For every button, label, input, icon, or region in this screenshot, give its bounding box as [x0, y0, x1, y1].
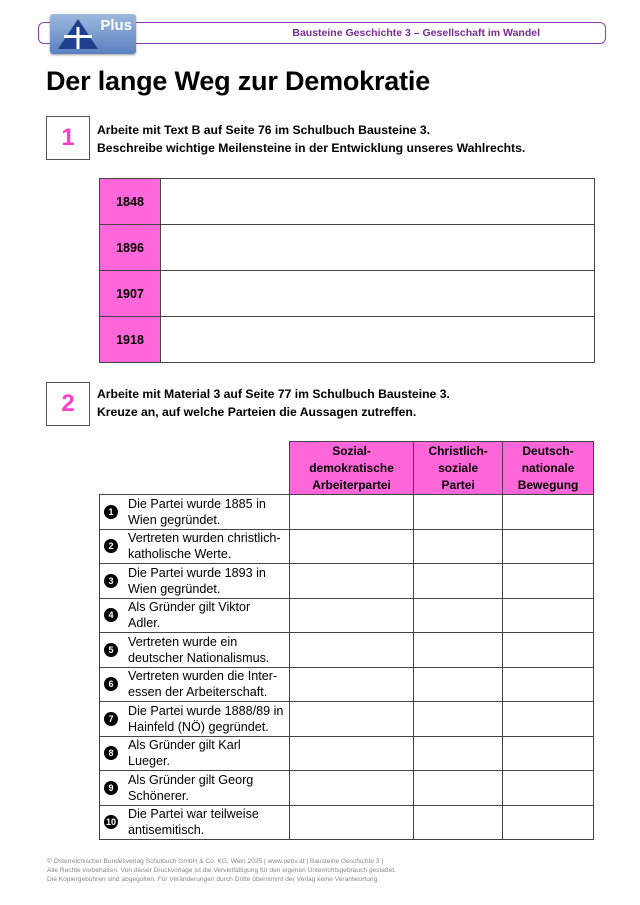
table-row: [100, 225, 595, 271]
statement-line: Als Gründer gilt Karl: [128, 738, 241, 753]
answer-cell[interactable]: [161, 271, 595, 317]
statement-line: Wien gegründet.: [128, 512, 221, 527]
statement-line: deutscher Nationalismus.: [128, 650, 270, 665]
footer: [47, 857, 396, 884]
footer-line: © Österreichischer Bundesverlag Schulbuch GmbH & Co. KG, Wien 2025 | www.oebv.at | Bausteine Geschichte 3 |: [47, 858, 384, 865]
checkbox-cell[interactable]: [290, 771, 414, 806]
statement-line: Adler.: [128, 616, 161, 631]
checkbox-cell[interactable]: [503, 564, 594, 599]
column-header-line: Sozial-: [332, 443, 371, 458]
table-row: [100, 667, 594, 702]
table-row: [100, 564, 594, 599]
column-header-line: Arbeiterpartei: [312, 477, 391, 492]
checkbox-cell[interactable]: [290, 598, 414, 633]
checkbox-cell[interactable]: [290, 736, 414, 771]
statement-cell: [100, 771, 290, 806]
checkbox-cell[interactable]: [503, 771, 594, 806]
statement-line: Hainfeld (NÖ) gegründet.: [128, 719, 269, 734]
checkbox-cell[interactable]: [503, 495, 594, 530]
checkbox-cell[interactable]: [290, 805, 414, 840]
task-number-1: 1: [46, 116, 90, 160]
table-row: [100, 495, 594, 530]
statement-number-badge: 10: [105, 817, 116, 828]
column-header-line: Bewegung: [517, 477, 579, 492]
statement-line: Vertreten wurde ein: [128, 634, 238, 649]
page-title: Der lange Weg zur Demokratie: [46, 66, 431, 96]
statement-cell: [100, 702, 290, 737]
checkbox-cell[interactable]: [414, 702, 503, 737]
task1-line1: Arbeite mit Text B auf Seite 76 im Schulbuch Bausteine 3.: [97, 123, 430, 137]
statement-cell: [100, 805, 290, 840]
plus-logo: [50, 14, 136, 54]
header-blank-cell: [100, 442, 290, 495]
statement-line: Die Partei war teilweise: [128, 807, 259, 822]
statement-line: Schönerer.: [128, 788, 189, 803]
checkbox-cell[interactable]: [414, 771, 503, 806]
checkbox-cell[interactable]: [290, 667, 414, 702]
statement-number-badge: 8: [104, 746, 118, 760]
statement-line: Lueger.: [128, 754, 171, 769]
statement-line: essen der Arbeiterschaft.: [128, 685, 268, 700]
column-header-spoe: [290, 442, 414, 495]
checkbox-cell[interactable]: [414, 633, 503, 668]
statement-cell: [100, 598, 290, 633]
year-cell: 1907: [100, 271, 161, 317]
checkbox-cell[interactable]: [290, 633, 414, 668]
checkbox-cell[interactable]: [503, 667, 594, 702]
statement-line: Die Partei wurde 1893 in: [128, 565, 266, 580]
statement-line: Die Partei wurde 1888/89 in: [128, 703, 284, 718]
table-row: [100, 271, 595, 317]
checkbox-cell[interactable]: [503, 805, 594, 840]
table-row: [100, 529, 594, 564]
statement-number-badge: 5: [104, 643, 118, 657]
checkbox-cell[interactable]: [414, 495, 503, 530]
answer-cell[interactable]: [161, 317, 595, 363]
table-row: [100, 736, 594, 771]
statement-line: katholische Werte.: [128, 547, 232, 562]
checkbox-cell[interactable]: [414, 736, 503, 771]
table-row: [100, 317, 595, 363]
column-header-line: soziale: [438, 460, 479, 475]
statement-cell: [100, 667, 290, 702]
checkbox-cell[interactable]: [414, 667, 503, 702]
statements-body: [100, 495, 594, 840]
task2-instructions: [97, 385, 450, 421]
statement-number-badge: 3: [104, 574, 118, 588]
table-row: [100, 702, 594, 737]
milestones-table: [99, 178, 595, 363]
checkbox-cell[interactable]: [290, 495, 414, 530]
statement-line: antisemitisch.: [128, 823, 205, 838]
checkbox-cell[interactable]: [414, 805, 503, 840]
statement-number-badge: 1: [104, 505, 118, 519]
column-header-line: nationale: [521, 460, 575, 475]
checkbox-cell[interactable]: [503, 702, 594, 737]
statement-line: Die Partei wurde 1885 in: [128, 496, 266, 511]
task1-line2: Beschreibe wichtige Meilensteine in der Entwicklung unseres Wahlrechts.: [97, 141, 526, 155]
statement-cell: [100, 736, 290, 771]
header-title: Bausteine Geschichte 3 – Gesellschaft im Wandel: [292, 27, 540, 39]
parties-table: [99, 441, 594, 840]
table-row: [100, 633, 594, 668]
statement-line: Vertreten wurden die Inter-: [128, 669, 278, 684]
checkbox-cell[interactable]: [503, 598, 594, 633]
column-header-line: Deutsch-: [522, 443, 574, 458]
statement-number-badge: 9: [104, 781, 118, 795]
statement-line: Als Gründer gilt Viktor: [128, 600, 251, 615]
answer-cell[interactable]: [161, 179, 595, 225]
table-header-row: [100, 442, 594, 495]
footer-line: Alle Rechte vorbehalten. Von dieser Druckvorlage ist die Vervielfältigung für den eigenen Unterrichtsgebrauch gestattet.: [47, 867, 396, 874]
checkbox-cell[interactable]: [503, 529, 594, 564]
statement-number-badge: 6: [104, 677, 118, 691]
table-row: [100, 179, 595, 225]
checkbox-cell[interactable]: [414, 564, 503, 599]
table-row: [100, 598, 594, 633]
column-header-line: Partei: [441, 477, 475, 492]
statement-line: Wien gegründet.: [128, 581, 221, 596]
column-header-deutschnational: [503, 442, 594, 495]
statement-number-badge: 2: [104, 539, 118, 553]
column-header-line: Christlich-: [428, 443, 488, 458]
statement-number-badge: 7: [104, 712, 118, 726]
checkbox-cell[interactable]: [414, 598, 503, 633]
statement-number-badge: 4: [104, 608, 118, 622]
task1-instructions: [97, 121, 525, 157]
checkbox-cell[interactable]: [503, 736, 594, 771]
year-cell: 1848: [100, 179, 161, 225]
statement-cell: [100, 495, 290, 530]
footer-line: Die Kopiergebühren sind abgegolten. Für Veränderungen durch Dritte übernimmt der Verlag keine Verantwortung.: [47, 876, 380, 883]
checkbox-cell[interactable]: [290, 529, 414, 564]
triangle-logo-icon: [56, 17, 100, 51]
statement-cell: [100, 564, 290, 599]
task2-line1: Arbeite mit Material 3 auf Seite 77 im Schulbuch Bausteine 3.: [97, 387, 450, 401]
checkbox-cell[interactable]: [414, 529, 503, 564]
column-header-christlichsozial: [414, 442, 503, 495]
task2-line2: Kreuze an, auf welche Parteien die Aussagen zutreffen.: [97, 405, 417, 419]
table-row: [100, 771, 594, 806]
statement-line: Als Gründer gilt Georg: [128, 772, 254, 787]
table-row: [100, 805, 594, 840]
year-cell: 1918: [100, 317, 161, 363]
checkbox-cell[interactable]: [290, 702, 414, 737]
checkbox-cell[interactable]: [290, 564, 414, 599]
task-number-2: 2: [46, 382, 90, 426]
answer-cell[interactable]: [161, 225, 595, 271]
column-header-line: demokratische: [309, 460, 394, 475]
logo-text: Plus: [100, 17, 132, 34]
statement-line: Vertreten wurden christlich-: [128, 531, 281, 546]
statement-cell: [100, 529, 290, 564]
checkbox-cell[interactable]: [503, 633, 594, 668]
year-cell: 1896: [100, 225, 161, 271]
statement-cell: [100, 633, 290, 668]
